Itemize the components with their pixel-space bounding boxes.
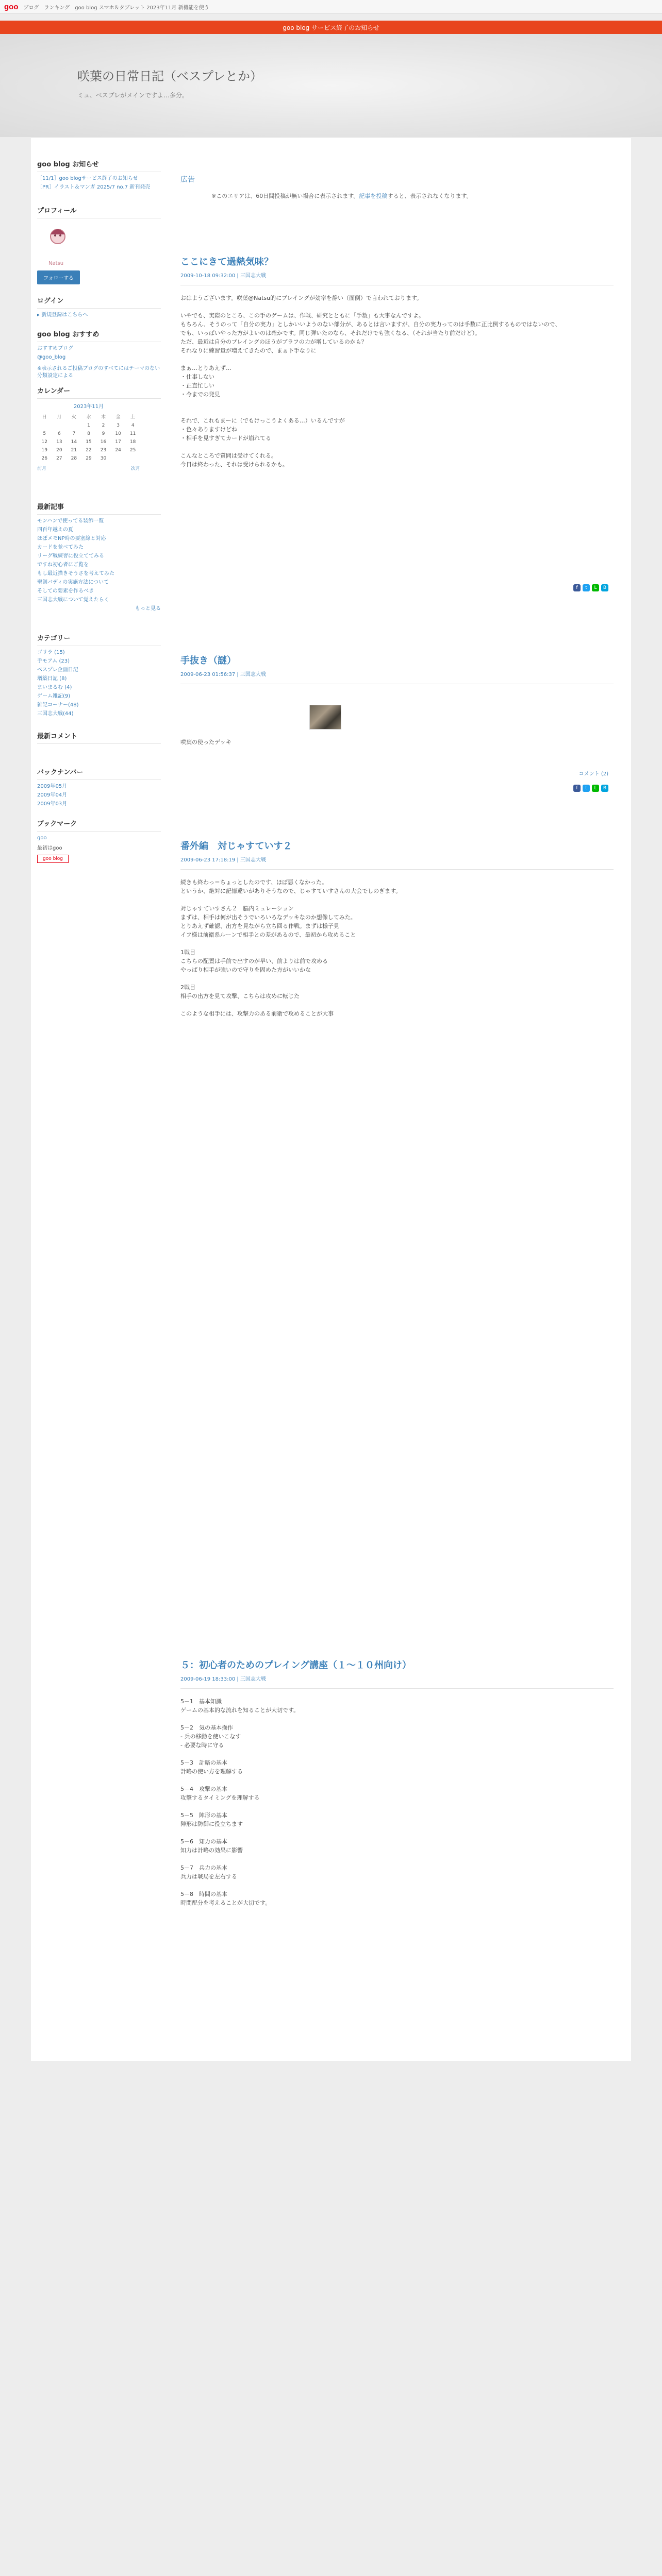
recent-articles-widget <box>37 501 161 614</box>
login-widget <box>37 295 161 320</box>
recent-article-link[interactable]: ほぼメモNP時の要塞線と対応 <box>37 536 106 541</box>
calendar-day: 23 <box>100 448 107 453</box>
article <box>180 653 614 791</box>
calendar-day: 16 <box>100 439 107 445</box>
article-meta[interactable]: 2009-06-23 01:56:37 | 三国志大戦 <box>180 670 614 684</box>
article <box>180 839 614 1018</box>
article <box>180 1658 614 1907</box>
calendar-day: 13 <box>56 439 62 445</box>
news-heading: goo blog お知らせ <box>37 159 161 172</box>
article <box>180 255 614 590</box>
signup-link[interactable] <box>37 312 161 319</box>
calendar-day: 18 <box>129 439 136 445</box>
news-widget <box>37 159 161 193</box>
calendar-day: 7 <box>72 431 76 436</box>
calendar-heading: カレンダー <box>37 385 161 399</box>
article-body: おはようございます。咲葉@Natsu的にプレイングが効率を静い（面倒）で言われております。 いやでも、実際のところ、この手のゲームは、作戦、研究とともに「手数」も大事なんですよ。 もちろん、そうのって「自分の実力」としかいいようのない部分が、あるとは言いますが、自分の実力ってのは手数に正比例するものではないので、 でも、いっぱいやった方がよいのは確かです。同じ弾いたのなら、それだけでも強くなる、（それが当たり前だけど）。 ただ、最近は自分のプレイングのほうがブラフの力が増しているのかも？ それなりに練習量が増えてきたので、まぁ下手なりに まぁ…とりあえず… ・仕事しない ・正直忙しい ・今までの発見 それで、これもまーに（でもけっこうよくある…）いるんですが ・色々ありますけどね ・相手を見すぎてカードが崩れてる こんなところで質問は受けてくれる。 今日は終わった、それは受けられるかも。 <box>180 295 561 468</box>
recent-article-link[interactable]: ですね初心者にご覧を <box>37 562 89 568</box>
recent-article-link[interactable]: リーグ戦練習に役立ててみる <box>37 553 104 559</box>
article-meta[interactable]: 2009-10-18 09:32:00 | 三国志大戦 <box>180 271 614 285</box>
calendar-day: 15 <box>86 439 92 445</box>
calendar-day: 28 <box>71 456 77 461</box>
calendar-day: 24 <box>115 448 121 453</box>
article-thumbnail[interactable] <box>309 705 341 730</box>
profile-widget <box>37 205 161 284</box>
recent-article-link[interactable]: もし最近描きそうさを考えてみた <box>37 571 114 577</box>
calendar-next-link[interactable]: 次月 <box>130 466 140 471</box>
calendar-day: 17 <box>115 439 121 445</box>
hatena-share-icon[interactable]: B <box>601 584 608 591</box>
article-body: 咲葉の使ったデッキ <box>180 739 231 745</box>
weekday-label: 日 <box>42 415 47 420</box>
facebook-share-icon[interactable]: f <box>573 785 581 792</box>
category-link[interactable]: 三国志大戦(44) <box>37 711 74 717</box>
line-share-icon[interactable]: L <box>592 785 599 792</box>
twitter-share-icon[interactable]: t <box>583 785 590 792</box>
calendar-caption: 2023年11月 <box>73 404 104 410</box>
categories-widget <box>37 633 161 719</box>
twitter-share-icon[interactable]: t <box>583 584 590 591</box>
article-title[interactable]: ５：初心者のためのプレイング講座（１～１０州向け） <box>180 1660 412 1671</box>
recent-article-link[interactable]: 三国志大戦について覚えたらく <box>37 597 109 603</box>
backnumber-link[interactable]: 2009年03月 <box>37 801 68 807</box>
share-buttons <box>573 785 608 792</box>
ad-label: 広告 <box>180 176 195 184</box>
category-link[interactable]: 増築日記 (8) <box>37 676 67 682</box>
calendar-day: 4 <box>131 423 135 428</box>
weekday-label: 火 <box>71 415 76 420</box>
follow-button[interactable]: フォローする <box>37 270 80 284</box>
avatar-illustration-icon <box>45 224 71 255</box>
top-links[interactable]: ブログ ランキング goo blog スマホ＆タブレット 2023年11月 新機能を使う <box>23 5 209 11</box>
comment-link[interactable]: コメント (2) <box>578 771 608 777</box>
content-container <box>31 138 631 2061</box>
calendar-day: 25 <box>129 448 136 453</box>
facebook-share-icon[interactable]: f <box>573 584 581 591</box>
calendar-day <box>125 454 140 463</box>
recommend-widget <box>37 329 161 381</box>
calendar-day: 26 <box>41 456 47 461</box>
avatar-caption: Natsu <box>48 261 64 266</box>
weekday-label: 水 <box>86 415 91 420</box>
weekday-label: 金 <box>115 415 121 420</box>
calendar-day: 21 <box>71 448 77 453</box>
share-buttons <box>573 584 608 591</box>
ad-notice-text: ※このエリアは、60日間投稿が無い場合に表示されます。 <box>211 193 359 199</box>
calendar-day <box>37 421 52 430</box>
categories-heading: カテゴリー <box>37 633 161 646</box>
bookmark-widget <box>37 818 161 863</box>
bookmark-link[interactable]: goo <box>37 835 47 841</box>
backnumber-widget <box>37 767 161 809</box>
category-link[interactable]: 雑記コーナー(48) <box>37 702 79 708</box>
backnumber-link[interactable]: 2009年04月 <box>37 792 68 798</box>
article-body: 5－1 基本知識 ゲームの基本的な流れを知ることが大切です。 5－2 気の基本操作 - 兵の移動を使いこなす - 必要な時に守る 5－3 計略の基本 計略の使い方を理解する 5－4 攻撃の基本 攻撃するタイミングを理解する 5－5 陣形の基本 陣形は防御に役立ちます 5－6 知力の基本 知力は計略の効果に影響 5－7 兵力の基本 兵力は戦局を左右する 5－8 時間の基本 時間配分を考えることが大切です。 <box>180 1698 300 1906</box>
recommend-note[interactable]: ※表示されるご投稿ブログのすべてにはテーマのない分類設定による <box>37 366 160 379</box>
calendar-table <box>37 412 140 463</box>
calendar-day: 30 <box>100 456 107 461</box>
article-body: 続きも終わっ＝ちょっとしたのです、ほぼ悪くなかった。 というか、絶対に記憶違いがありそうなので、じゃすていすさんの大会でしのぎます。 対じゃすていすさん２ 脳内ミュレーション まずは、相手は何が出そうでいろいろなデッキなのか想像してみた。 とりあえず確認、出方を見ながら立ち回る作戦。まずは様子見 イフ様は前衛系ルーンで相手との差があるので、最初から攻めること 1戦目 こちらの配置は手前で出すのが早い、前よりは前で攻める やっぱり相手が強いので守りを固めた方がいいかな 2戦目 相手の出方を見て攻撃、こちらは攻めに転じた このような相手には、攻撃力のある前衛で攻めることが大事 <box>180 879 402 1017</box>
calendar-day: 12 <box>41 439 47 445</box>
calendar-day: 1 <box>87 423 90 428</box>
article-title[interactable]: 手抜き（謎） <box>180 655 236 666</box>
ad-notice-suffix: すると、表示されなくなります。 <box>387 193 472 199</box>
calendar-day: 19 <box>41 448 47 453</box>
comments-heading: 最新コメント <box>37 731 161 744</box>
calendar-day: 29 <box>86 456 92 461</box>
calendar-day: 3 <box>117 423 120 428</box>
goo-blog-badge[interactable]: goo blog <box>37 855 69 863</box>
recent-article-link[interactable]: 四百年越えの夏 <box>37 527 73 533</box>
service-notice-banner[interactable] <box>0 21 662 34</box>
weekday-label: 月 <box>57 415 62 420</box>
profile-avatar[interactable] <box>42 222 73 258</box>
article-meta[interactable]: 2009-06-19 18:33:00 | 三国志大戦 <box>180 1674 614 1689</box>
calendar-day: 11 <box>129 431 136 436</box>
recommend-item[interactable]: おすすめブログ <box>37 346 74 351</box>
recommend-item[interactable]: @goo_blog <box>37 354 66 360</box>
calendar-day: 6 <box>57 431 61 436</box>
recent-heading: 最新記事 <box>37 501 161 515</box>
calendar-day: 9 <box>102 431 105 436</box>
goo-logo[interactable]: goo <box>4 2 19 11</box>
calendar-day <box>67 421 81 430</box>
category-link[interactable]: 手モアム (23) <box>37 658 70 664</box>
profile-heading: プロフィール <box>37 205 161 218</box>
signup-icon: ▸ <box>37 312 42 318</box>
bookmark-heading: ブックマーク <box>37 818 161 832</box>
comments-widget <box>37 731 161 747</box>
recent-article-link[interactable]: 聖剣バディの実施方法について <box>37 580 109 585</box>
calendar-widget <box>37 385 161 471</box>
weekday-label: 土 <box>130 415 136 420</box>
calendar-day: 20 <box>56 448 62 453</box>
blog-title[interactable]: 咲葉の日常日記（ベスプレとか） <box>77 69 263 83</box>
ad-notice <box>211 192 472 200</box>
article-title[interactable]: ここにきて過熱気味？ <box>180 257 273 267</box>
weekday-label: 木 <box>101 415 106 420</box>
category-link[interactable]: まいまるむ (4) <box>37 685 72 690</box>
recent-article-link[interactable]: モンハンで使ってる装飾一覧 <box>37 518 104 524</box>
sidebar <box>31 138 165 2044</box>
article-meta[interactable]: 2009-06-23 17:18:19 | 三国志大戦 <box>180 855 614 870</box>
blog-subtitle: ミュ、ベスプレがメインですよ…多分。 <box>77 92 189 99</box>
calendar-day: 5 <box>43 431 46 436</box>
recent-article-link[interactable]: カードを並べてみた <box>37 545 84 550</box>
bookmark-description: 最初はgoo <box>37 845 62 851</box>
post-article-link[interactable]: 記事を投稿 <box>359 193 388 199</box>
article-title[interactable]: 番外編 対じゃすていす２ <box>180 841 292 852</box>
blog-header <box>0 34 662 137</box>
calendar-day: 27 <box>56 456 62 461</box>
hatena-share-icon[interactable]: B <box>601 785 608 792</box>
login-heading: ログイン <box>37 295 161 309</box>
more-articles-link[interactable]: もっと見る <box>135 606 161 612</box>
category-link[interactable]: ベスプレ企画日記 <box>37 667 78 673</box>
calendar-day: 8 <box>87 431 90 436</box>
backnumber-link[interactable]: 2009年05月 <box>37 784 68 789</box>
calendar-day <box>52 421 67 430</box>
recent-article-link[interactable]: そしての要素を作るべき <box>37 588 94 594</box>
calendar-day: 10 <box>115 431 121 436</box>
notice-text[interactable]: goo blog サービス終了のお知らせ <box>283 24 379 31</box>
category-link[interactable]: ゴリラ (15) <box>37 650 65 655</box>
category-link[interactable]: ゲーム雑記(9) <box>37 693 71 699</box>
calendar-day <box>111 454 126 463</box>
recommend-heading: goo blog おすすめ <box>37 329 161 342</box>
news-item[interactable]: ［PR］イラスト＆マンガ 2025/7 no.7 新刊発売 <box>37 184 151 190</box>
top-navigation-bar <box>0 0 662 14</box>
calendar-day: 22 <box>86 448 92 453</box>
signup-link-label: 新規登録はこちらへ <box>41 312 88 318</box>
line-share-icon[interactable]: L <box>592 584 599 591</box>
main-content <box>180 138 624 2044</box>
backnumber-heading: バックナンバー <box>37 767 161 780</box>
calendar-day: 2 <box>102 423 105 428</box>
calendar-prev-link[interactable]: 前月 <box>37 466 47 471</box>
news-item[interactable]: ［11/1］goo blogサービス終了のお知らせ <box>37 176 138 181</box>
calendar-day: 14 <box>71 439 77 445</box>
